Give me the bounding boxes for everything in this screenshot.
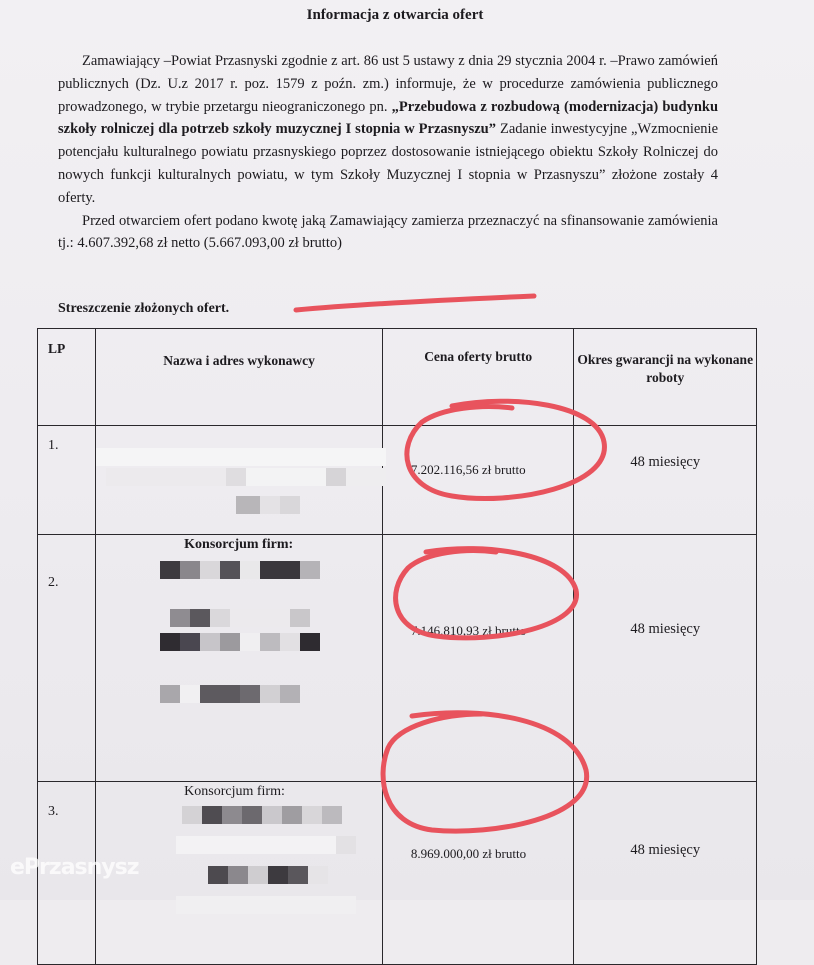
table-row [38, 426, 757, 535]
project-name: „Przebudowa z rozbudową (modernizacja) budynku szkoły rolniczej dla potrzeb szkoły muzycznej I stopnia w Przasnyszu” [58, 98, 719, 138]
table-row [38, 535, 757, 782]
pixelated-redaction [106, 468, 386, 486]
row-lp: 2. [38, 535, 96, 782]
offer-price: 7.202.116,56 zł brutto [410, 462, 526, 477]
pixelated-redaction [160, 685, 300, 703]
consortium-label: Konsorcjum firm: [184, 784, 285, 799]
table-header-row [38, 329, 757, 426]
document-title: Informacja z otwarcia ofert [306, 7, 484, 23]
price-cell [382, 782, 574, 965]
watermark-logo: ePrzasnysz [10, 855, 139, 880]
row-lp: 1. [38, 426, 96, 535]
pixelated-redaction [236, 496, 300, 514]
red-underline-annotation [290, 292, 540, 320]
price-cell [382, 535, 574, 782]
price-cell [382, 426, 574, 535]
warranty-value: 48 miesięcy [630, 621, 701, 637]
pixelated-redaction [176, 836, 356, 854]
table-row [38, 782, 757, 965]
header-price: Cena oferty brutto [382, 329, 574, 426]
paragraph-1 [58, 50, 718, 210]
header-warranty: Okres gwarancji na wykonane roboty [574, 329, 757, 426]
pixelated-redaction [170, 609, 310, 627]
paragraph-2: Przed otwarciem ofert podano kwotę jaką Zamawiający zamierza przeznaczyć na sfinansowanie zamówienia tj.: 4.607.392,68 zł netto (5.667.093,00 zł brutto) [58, 212, 718, 252]
header-lp: LP [38, 329, 96, 426]
contractor-name-cell-redacted [96, 426, 383, 535]
contractor-name-cell-redacted [96, 535, 383, 782]
offer-price: 7.146.810,93 zł brutto [410, 623, 527, 638]
offers-table [37, 328, 757, 965]
pixelated-redaction [160, 633, 320, 651]
body-text [58, 50, 718, 255]
summary-label: Streszczenie złożonych ofert. [58, 301, 230, 316]
warranty-cell [574, 782, 757, 965]
pixelated-redaction [182, 806, 342, 824]
pixelated-redaction [96, 448, 386, 466]
warranty-cell [574, 535, 757, 782]
paragraph-1-part-2: Zadanie inwestycyjne „Wzmocnienie potencjału kulturalnego powiatu przasnyskiego poprzez dostosowanie istniejącego obiektu Szkoły Rolniczej do nowych funkcji kulturalnych powiatu, w tym Szkoły Muzycznej I stopnia w Przasnyszu” złożone zostały 4 oferty. [58, 121, 719, 206]
header-name: Nazwa i adres wykonawcy [96, 329, 383, 426]
row-lp: 3. [38, 782, 96, 965]
pixelated-redaction [160, 561, 320, 579]
paragraph-1-part-1: Zamawiający –Powiat Przasnyski zgodnie z art. 86 ust 5 ustawy z dnia 29 stycznia 2004 r. –Prawo zamówień publicznych (Dz. U.z 2017 r. poz. 1579 z poźn. zm.) informuje, że w procedurze zamówienia publicznego prowadzonego, w trybie przetargu nieograniczonego pn. [58, 53, 718, 115]
warranty-value: 48 miesięcy [630, 842, 701, 858]
warranty-cell [574, 426, 757, 535]
warranty-value: 48 miesięcy [630, 454, 701, 470]
pixelated-redaction [208, 866, 328, 884]
pixelated-redaction [176, 896, 356, 914]
offer-price: 8.969.000,00 zł brutto [410, 846, 527, 861]
consortium-label: Konsorcjum firm: [184, 537, 294, 552]
